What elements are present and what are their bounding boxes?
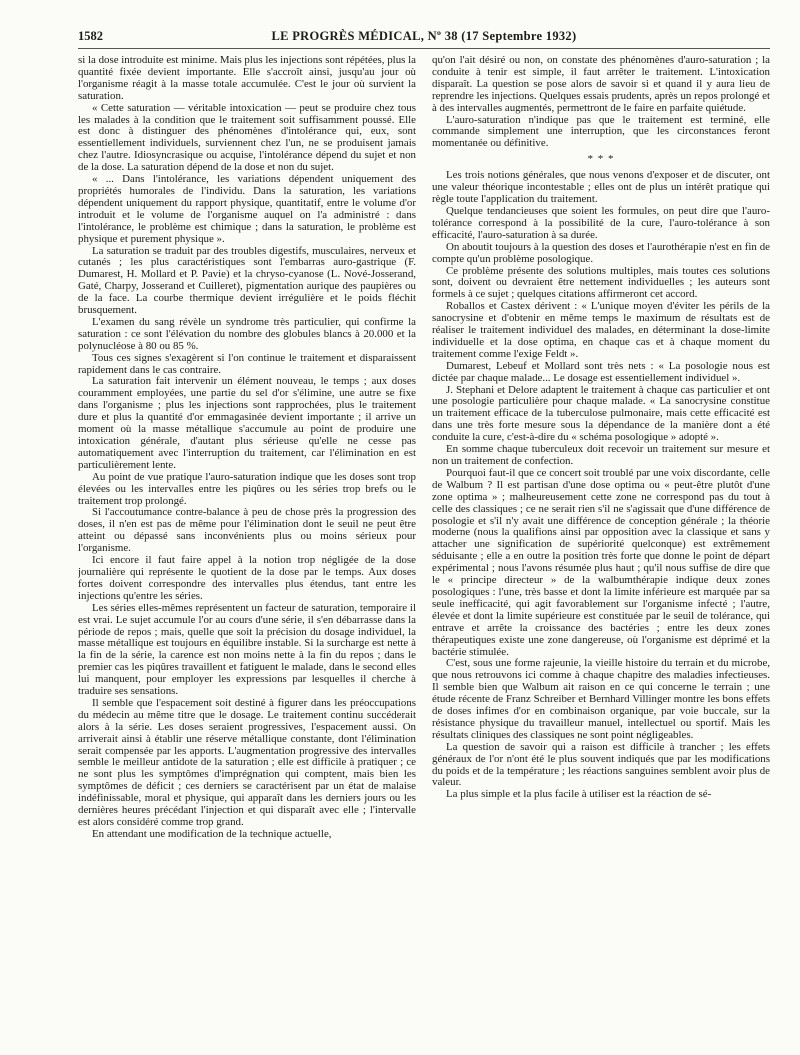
paragraph: On aboutit toujours à la question des doses et l'aurothérapie n'est en fin de compte qu'un problème posologique. <box>432 240 770 265</box>
paragraph: Pourquoi faut-il que ce concert soit troublé par une voix discordante, celle de Walbum ? Il est partisan d'une dose optima ou « peut-être plutôt d'une zone optima » ; malheureusement cette zone ne correspond pas du tout à celle des classiques ; ce ne serait rien s'il ne s'agissait que d'une différence de posologie et s'il n'y avait une différence de conception générale ; la théorie moderne (nous la qualifions ainsi par opposition avec la classique et sans y attacher une signification de supériorité quelconque) est extrêmement séduisante ; elle a en outre la position très forte que donne le point de départ expérimental ; nous l'avons résumée plus haut ; qu'il nous suffise de dire que le « principe directeur » de la walbumthérapie indique deux zones posologiques : l'une, très basse et dont la limite inférieure est marquée par sa seule inefficacité, qui agit favorablement sur l'organisme infecté ; l'autre, élevée et dont la limite supérieure est constituée par le seuil de tolérance, qui entrave et arrête la croissance des bactéries ; entre les deux zones thérapeutiques existe une zone dangereuse, où l'organisme est déprimé et la bactérie stimulée. <box>432 466 770 658</box>
left-column <box>78 55 416 1055</box>
paragraph: La saturation se traduit par des troubles digestifs, musculaires, nerveux et cutanés ; les plus caractéristiques sont l'embarras auro-gastrique (F. Dumarest, H. Mollard et P. Pavie) et la chryso-cyanose (L. Nové-Josserand, Gaté, Charpy, Josserand et Cuilleret), pigmentation aurique des paupières ou de la face. La courbe thermique devient irrégulière et le poids fléchit brusquement. <box>78 244 416 317</box>
paragraph: L'examen du sang révèle un syndrome très particulier, qui confirme la saturation : ce sont l'élévation du nombre des globules blancs à 20.000 et la polynucléose à 80 ou 85 %. <box>78 315 416 352</box>
paragraph: Dumarest, Lebeuf et Mollard sont très nets : « La posologie nous est dictée par chaque malade... Le dosage est essentiellement individuel ». <box>432 359 770 384</box>
text-columns <box>78 55 770 1055</box>
paragraph: Si l'accoutumance contre-balance à peu de chose près la progression des doses, il n'en est pas de même pour l'élimination dont le seuil ne peut être atteint ou dépassé sans inconvénients plus ou moins sérieux pour l'organisme. <box>78 506 416 555</box>
paragraph: La saturation fait intervenir un élément nouveau, le temps ; aux doses couramment employées, une partie du sel d'or s'élimine, une autre se fixe dans l'organisme ; plus les injections sont rapprochées, plus le traitement dure et plus la quantité d'or emmagasinée devient importante ; il arrive un moment où la masse métallique s'accumule au point de produire une intoxication générale, d'autant plus sérieuse qu'elle ne cesse pas automatiquement avec l'interruption du traitement, car l'élimination en est particulièrement lente. <box>78 375 416 471</box>
paragraph: Les séries elles-mêmes représentent un facteur de saturation, temporaire il est vrai. Le sujet accumule l'or au cours d'une série, il s'en débarrasse dans la période de repos ; mais, quelle que soit la précision du dosage individuel, la masse métallique est toujours en équilibre instable. Si la surcharge est nette à la fin de la série, la carence est non moins nette à la fin du repos ; dans le premier cas les piqûres travaillent et fatiguent le malade, dans le second elles lui manquent, pour employer les expressions par lesquelles il cherche à traduire ses sensations. <box>78 601 416 698</box>
paragraph: qu'on l'ait désiré ou non, on constate des phénomènes d'auro-saturation ; la conduite à tenir est simple, il faut arrêter le traitement. L'intoxication disparaît. La question se pose alors de savoir si et quand il y aura lieu de reprendre les injections. Quelques essais prudents, après un repos prolongé et à des intervalles augmentés, permettront de le faire en parfaite quiétude. <box>432 55 770 114</box>
paragraph: Il semble que l'espacement soit destiné à figurer dans les préoccupations du médecin au même titre que le dosage. Le traitement continu succéderait alors à la série. Les doses seraient progressives, l'espacement aussi. On arriverait ainsi à établir une réserve métallique constante, dont l'élimination serait compensée par les apports. L'augmentation progressive des intervalles semble le meilleur antidote de la saturation ; elle est difficile à pratiquer ; ce ne sont plus les symptômes d'imprégnation qui comptent, mais bien les symptômes de déficit ; ces derniers se caractérisent par un état de malaise indéfinissable, moral et physique, qui apparaît dans les derniers jours ou les dernières heures précédant l'injection et qui disparaît avec elle ; l'intervalle est alors considéré comme trop grand. <box>78 696 416 828</box>
page-header <box>78 26 770 49</box>
paragraph: La plus simple et la plus facile à utiliser est la réaction de sé- <box>446 788 712 801</box>
paragraph: Ici encore il faut faire appel à la notion trop négligée de la dose journalière qui représente le quotient de la dose par le temps. Aux doses fortes doivent correspondre des intervalles plus étendus, tant entre les injections qu'entre les séries. <box>78 554 416 602</box>
page-number: 1582 <box>78 29 103 43</box>
paragraph: La question de savoir qui a raison est difficile à trancher ; les effets généraux de l'or n'ont été le plus souvent indiqués que par les modifications du poids et de la température ; les réactions sanguines semblent avoir plus de valeur. <box>432 740 770 789</box>
paragraph: Quelque tendancieuses que soient les formules, on peut dire que l'auro-tolérance correspond à la possibilité de la cure, l'auro-tolérance à son efficacité, l'auro-saturation à sa durée. <box>432 204 770 241</box>
paragraph: Les trois notions générales, que nous venons d'exposer et de discuter, ont une valeur théorique incontestable ; elles ont de plus un intérêt pratique qui règle toute l'application du traitement. <box>432 169 770 206</box>
paragraph: Roballos et Castex dérivent : « L'unique moyen d'éviter les périls de la sanocrysine et d'obtenir en même temps le maximum de résultats est de réaliser le traitement individuel des malades, en déterminant la dose-limite individuelle et la dose optima, en chaque cas et à chaque moment du traitement comme l'exige Feldt ». <box>432 300 770 360</box>
paragraph: J. Stephani et Delore adaptent le traitement à chaque cas particulier et ont une posologie particulière pour chaque malade. « La sanocrysine constitue un traitement efficace de la tuberculose pulmonaire, mais cette efficacité est dans une très forte mesure sous la dépendance de la manière dont a été conduite la cure, c'est-à-dire du « schéma posologique » adopté ». <box>432 383 770 444</box>
paragraph: « ... Dans l'intolérance, les variations dépendent uniquement des propriétés humorales de l'individu. Dans la saturation, les variations dépendent uniquement du rapport physique, quantitatif, entre le volume d'or introduit et le volume de l'organisme auquel on l'a administré : dans l'intolérance, le problème est chimique ; dans la saturation, le problème est physique et purement physique ». <box>78 173 416 245</box>
paragraph: En somme chaque tuberculeux doit recevoir un traitement sur mesure et non un traitement de confection. <box>432 443 770 467</box>
paragraph: En attendant une modification de la technique actuelle, <box>92 827 332 840</box>
paragraph: Ce problème présente des solutions multiples, mais toutes ces solutions sont, doivent ou devraient être nettement individuelles ; les auteurs sont formels à ce sujet ; quelques citations affirmeront cet accord. <box>432 264 770 301</box>
paragraph: si la dose introduite est minime. Mais plus les injections sont répétées, plus la quantité fixée devient importante. Elle s'accroît ainsi, jusqu'au jour où l'organisme réagit à la masse totale accumulée. C'est le jour où survient la saturation. <box>78 55 416 102</box>
journal-title: LE PROGRÈS MÉDICAL, Nº 38 (17 Septembre 1932) <box>271 29 577 43</box>
paragraph: Tous ces signes s'exagèrent si l'on continue le traitement et disparaissent rapidement dans le cas contraire. <box>78 351 416 376</box>
paragraph: « Cette saturation — véritable intoxication — peut se produire chez tous les malades à la condition que le traitement soit suffisamment poussé. Elle est donc à distinguer des phénomènes d'intolérance qui, eux, sont essentiellement individuels, surviennent chez l'un, ne se produisent jamais chez l'autre. Idiosyncrasique ou acquise, l'intolérance dépend du sujet et non de la dose. La saturation dépend de la dose et non du sujet. <box>78 101 416 174</box>
section-asterism: * * * <box>587 153 615 166</box>
paragraph: C'est, sous une forme rajeunie, la vieille histoire du terrain et du microbe, que nous retrouvons ici comme à chaque chapitre des maladies infectieuses. Il semble bien que Walbum ait raison en ce qui concerne le terrain ; une étude récente de Franz Schreiber et Bernhard Villinger montre les bons effets de doses infimes d'or en combinaison organique, par voie buccale, sur la résistance physique du travailleur manuel, intellectuel ou sportif. Mais les résultats cliniques des classiques ne sont point négligeables. <box>432 657 770 741</box>
paragraph: Au point de vue pratique l'auro-saturation indique que les doses sont trop élevées ou les intervalles entre les piqûres ou les séries trop brefs ou le traitement trop prolongé. <box>78 470 416 507</box>
right-column <box>432 55 770 1055</box>
paragraph: L'auro-saturation n'indique pas que le traitement est terminé, elle commande simplement une interruption, que les circonstances feront momentanée ou définitive. <box>432 113 770 150</box>
